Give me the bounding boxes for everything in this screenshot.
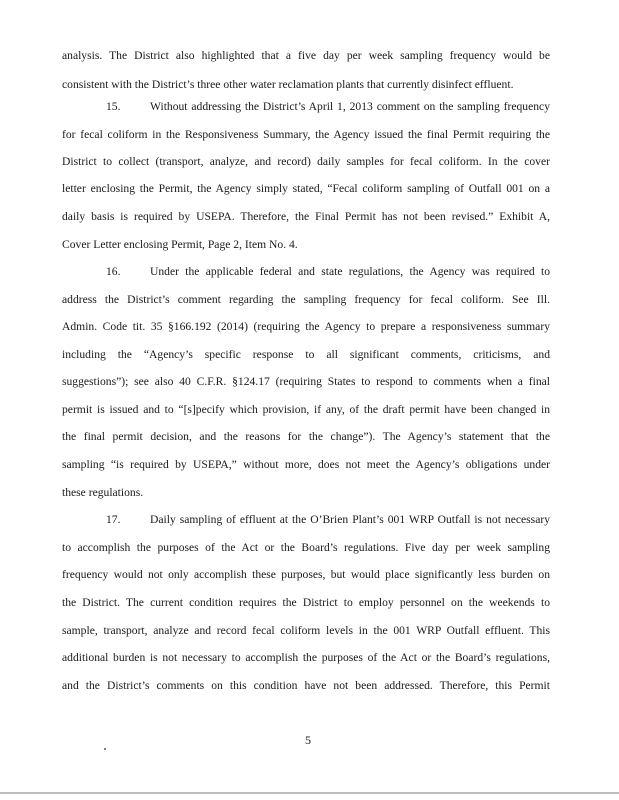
text-segment: Without addressing the District’s April 1, 2013 comment on the sampling frequency — [150, 100, 550, 113]
text-line: for fecal coliform in the Responsiveness Summary, the Agency issued the final Permit requiring the — [62, 128, 550, 141]
text-line: Cover Letter enclosing Permit, Page 2, Item No. 4. — [62, 238, 298, 251]
text-segment: Daily sampling of effluent at the O’Brien Plant’s 001 WRP Outfall is not necessary — [150, 513, 550, 526]
text-line: and the District’s comments on this condition have not been addressed. Therefore, this Permit — [62, 679, 550, 692]
text-line: sample, transport, analyze and record fecal coliform levels in the 001 WRP Outfall effluent. This — [62, 624, 550, 637]
text-line: Admin. Code tit. 35 §166.192 (2014) (requiring the Agency to prepare a responsiveness summary — [62, 320, 550, 333]
text-line: suggestions”); see also 40 C.F.R. §124.17 (requiring States to respond to comments when a final — [62, 375, 550, 388]
paragraph-15-first-line — [62, 100, 550, 114]
paragraph-number: 15. — [106, 100, 121, 113]
text-line: address the District’s comment regarding the sampling frequency for fecal coliform. See Ill. — [62, 293, 550, 306]
text-line: including the “Agency’s specific response to all significant comments, criticisms, and — [62, 348, 550, 361]
text-line: sampling “is required by USEPA,” without more, does not meet the Agency’s obligations under — [62, 458, 550, 471]
text-line: to accomplish the purposes of the Act or the Board’s regulations. Five day per week sampling — [62, 541, 550, 554]
text-line: letter enclosing the Permit, the Agency simply stated, “Fecal coliform sampling of Outfall 001 on a — [62, 182, 550, 195]
scan-edge-line — [0, 792, 619, 794]
text-line: consistent with the District’s three other water reclamation plants that currently disinfect effluent. — [62, 78, 514, 91]
text-line: daily basis is required by USEPA. Therefore, the Final Permit has not been revised.” Exhibit A, — [62, 210, 550, 223]
text-line: analysis. The District also highlighted that a five day per week sampling frequency would be — [62, 49, 550, 62]
text-line: additional burden is not necessary to accomplish the purposes of the Act or the Board’s regulations, — [62, 651, 550, 664]
text-line: permit is issued and to “[s]pecify which provision, if any, of the draft permit have been changed in — [62, 403, 550, 416]
paragraph-16-first-line — [62, 265, 550, 279]
paragraph-17-first-line — [62, 513, 550, 527]
scan-speck — [104, 748, 106, 750]
text-line: frequency would not only accomplish these purposes, but would place significantly less burden on — [62, 568, 550, 581]
text-line: District to collect (transport, analyze, and record) daily samples for fecal coliform. In the cover — [62, 155, 550, 168]
text-segment: Under the applicable federal and state regulations, the Agency was required to — [150, 265, 550, 278]
paragraph-number: 17. — [106, 513, 121, 526]
text-line: the final permit decision, and the reasons for the change”). The Agency’s statement that the — [62, 430, 550, 443]
page-number: 5 — [305, 733, 311, 747]
text-line: these regulations. — [62, 486, 144, 499]
text-line: the District. The current condition requires the District to employ personnel on the weekends to — [62, 596, 550, 609]
paragraph-number: 16. — [106, 265, 121, 278]
